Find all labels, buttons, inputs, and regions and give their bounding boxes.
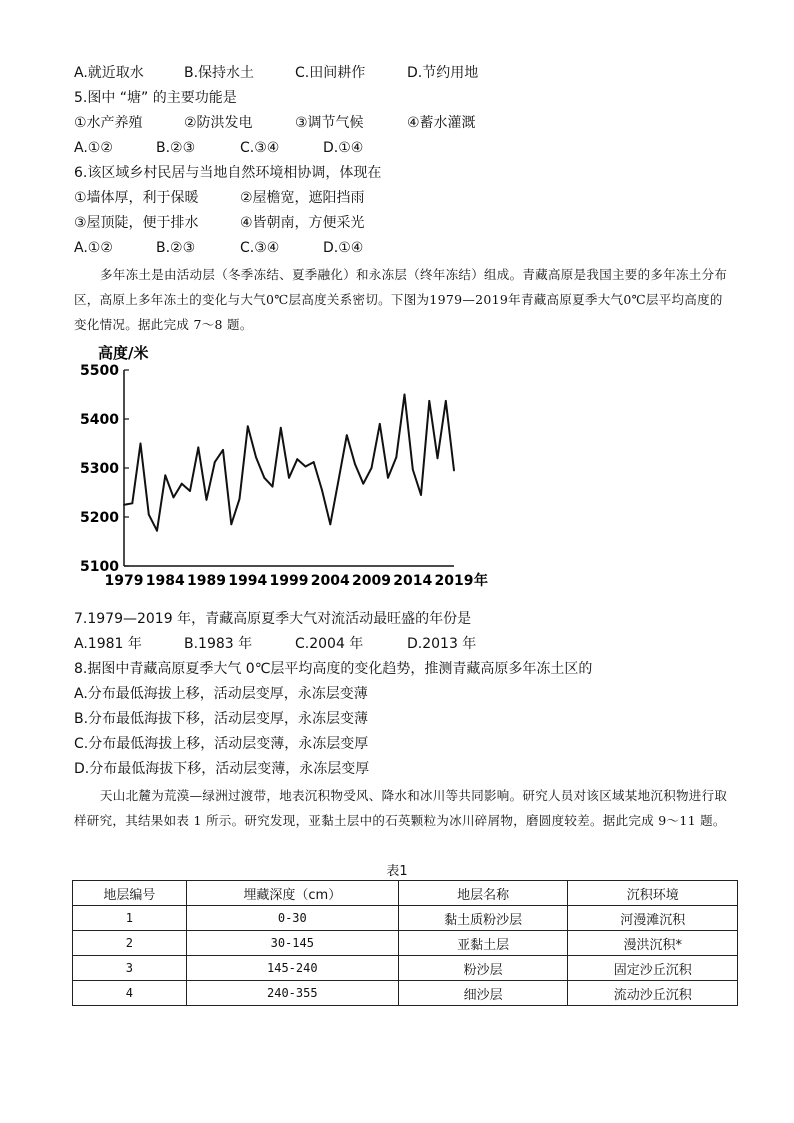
data-point — [305, 466, 307, 468]
q4-option-d: D.节约用地 — [407, 65, 479, 81]
table-caption: 表1 — [386, 864, 408, 879]
table-row — [73, 906, 738, 931]
data-point — [156, 530, 158, 532]
x-tick-label: 2014 — [393, 573, 433, 589]
q8-option-b: B.分布最低海拔下移，活动层变厚，永冻层变薄 — [74, 711, 369, 727]
q5-item-3: ③调节气候 — [295, 115, 364, 131]
data-point — [131, 502, 133, 504]
cell-layer-no: 4 — [73, 981, 187, 1006]
header-layer-name: 地层名称 — [398, 881, 568, 906]
q4-option-b: B.保持水土 — [184, 65, 255, 81]
q7-stem: 7.1979—2019 年，青藏高原夏季大气对流活动最旺盛的年份是 — [74, 611, 472, 627]
data-point — [445, 400, 447, 402]
q4-option-c: C.田间耕作 — [295, 65, 366, 81]
data-point — [453, 470, 455, 472]
q6-option-b: B.②③ — [156, 240, 196, 256]
data-point — [173, 497, 175, 499]
q8-option-a: A.分布最低海拔上移，活动层变厚，永冻层变薄 — [74, 686, 368, 702]
cell-layer-no: 1 — [73, 906, 187, 931]
x-tick-label: 2009 — [352, 573, 391, 589]
q5-item-1: ①水产养殖 — [74, 115, 143, 131]
passage-permafrost: 多年冻土是由活动层（冬季冻结、夏季融化）和永冻层（终年冻结）组成。青藏高原是我国主要的多年冻土分布区，高原上多年冻土的变化与大气0℃层高度关系密切。下图为1979—2019年青藏高原夏季大气0℃层平均高度的变化情况。据此完成 7～8 题。 — [74, 267, 728, 332]
q6-item-3: ③屋顶陡，便于排水 — [74, 215, 199, 231]
q6-item-2: ②屋檐宽，遮阳挡雨 — [240, 190, 365, 206]
zero-degree-height-chart — [80, 338, 500, 594]
y-axis-title: 高度/米 — [98, 344, 149, 362]
y-tick-label: 5100 — [80, 559, 119, 575]
q6-option-c: C.③④ — [240, 240, 280, 256]
data-point — [321, 489, 323, 491]
series-line — [124, 395, 454, 531]
q5-option-d: D.①④ — [323, 140, 364, 156]
q8-stem: 8.据图中青藏高原夏季大气 0℃层平均高度的变化趋势，推测青藏高原多年冻土区的 — [74, 661, 593, 677]
data-point — [288, 477, 290, 479]
table-row — [73, 956, 738, 981]
data-point — [206, 499, 208, 501]
q8-option-c: C.分布最低海拔上移，活动层变薄，永冻层变厚 — [74, 736, 369, 752]
q6-item-1: ①墙体厚，利于保暖 — [74, 190, 199, 206]
table-header-row — [73, 881, 738, 906]
data-point — [222, 449, 224, 451]
x-tick-label: 1999 — [269, 573, 309, 589]
header-environment: 沉积环境 — [568, 881, 738, 906]
data-point — [214, 461, 216, 463]
header-depth: 埋藏深度（cm） — [186, 881, 398, 906]
cell-layer-name: 亚黏土层 — [398, 931, 568, 956]
y-tick-label: 5300 — [80, 461, 119, 477]
y-tick-labels — [80, 363, 129, 575]
q4-option-a: A.就近取水 — [74, 65, 144, 81]
data-point — [148, 514, 150, 516]
cell-depth: 240-355 — [186, 981, 398, 1006]
data-point — [140, 443, 142, 445]
data-point — [371, 467, 373, 469]
x-axis-unit: 年 — [474, 573, 488, 589]
data-point — [420, 494, 422, 496]
cell-depth: 30-145 — [186, 931, 398, 956]
data-points — [123, 394, 455, 532]
data-point — [379, 423, 381, 425]
q6-item-4: ④皆朝南，方便采光 — [240, 215, 365, 231]
cell-depth: 0-30 — [186, 906, 398, 931]
data-point — [346, 434, 348, 436]
cell-layer-name: 黏土质粉沙层 — [398, 906, 568, 931]
x-tick-label: 1984 — [145, 573, 185, 589]
q7-option-b: B.1983 年 — [184, 636, 253, 652]
cell-layer-name: 细沙层 — [398, 981, 568, 1006]
x-tick-label: 1994 — [228, 573, 268, 589]
cell-layer-name: 粉沙层 — [398, 956, 568, 981]
q6-option-d: D.①④ — [323, 240, 364, 256]
data-point — [280, 427, 282, 429]
cell-environment: 漫洪沉积* — [568, 931, 738, 956]
data-point — [296, 458, 298, 460]
data-point — [313, 461, 315, 463]
data-point — [272, 486, 274, 488]
data-point — [354, 463, 356, 465]
q5-item-4: ④蓄水灌溉 — [407, 115, 476, 131]
q5-option-b: B.②③ — [156, 140, 196, 156]
cell-environment: 流动沙丘沉积 — [568, 981, 738, 1006]
q6-stem: 6.该区域乡村民居与当地自然环境相协调，体现在 — [74, 165, 382, 181]
cell-environment: 固定沙丘沉积 — [568, 956, 738, 981]
data-point — [255, 456, 257, 458]
cell-layer-no: 3 — [73, 956, 187, 981]
x-tick-labels — [105, 572, 488, 589]
q5-option-a: A.①② — [74, 140, 113, 156]
q7-option-c: C.2004 年 — [295, 636, 364, 652]
q5-option-c: C.③④ — [240, 140, 280, 156]
data-point — [428, 400, 430, 402]
x-tick-label: 2004 — [310, 573, 350, 589]
data-point — [263, 477, 265, 479]
data-point — [197, 447, 199, 449]
cell-environment: 河漫滩沉积 — [568, 906, 738, 931]
data-point — [123, 504, 125, 506]
passage-tianshan: 天山北麓为荒漠—绿洲过渡带，地表沉积物受风、降水和冰川等共同影响。研究人员对该区域某地沉积物进行取样研究，其结果如表 1 所示。研究发现，亚黏土层中的石英颗粒为冰川碎屑物，磨圆度较差。据此完成 9～11 题。 — [74, 788, 728, 828]
data-point — [338, 479, 340, 481]
y-tick-label: 5200 — [80, 510, 119, 526]
data-point — [404, 394, 406, 396]
y-tick-label: 5400 — [80, 412, 119, 428]
data-point — [329, 523, 331, 525]
data-point — [437, 457, 439, 459]
x-tick-label: 1989 — [187, 573, 226, 589]
q7-option-d: D.2013 年 — [407, 636, 477, 652]
data-point — [239, 498, 241, 500]
y-tick-label: 5500 — [80, 363, 119, 379]
table-row — [73, 981, 738, 1006]
data-point — [181, 483, 183, 485]
data-point — [362, 483, 364, 485]
data-point — [395, 456, 397, 458]
data-point — [230, 523, 232, 525]
data-point — [189, 490, 191, 492]
q8-option-d: D.分布最低海拔下移，活动层变薄，永冻层变厚 — [74, 761, 370, 777]
q5-stem: 5.图中 “塘” 的主要功能是 — [74, 90, 237, 106]
x-tick-label: 2019 — [434, 573, 474, 589]
table-row — [73, 931, 738, 956]
data-point — [412, 469, 414, 471]
q6-option-a: A.①② — [74, 240, 113, 256]
cell-depth: 145-240 — [186, 956, 398, 981]
data-point — [164, 474, 166, 476]
data-point — [247, 425, 249, 427]
sediment-table — [72, 880, 738, 1006]
header-layer-no: 地层编号 — [73, 881, 187, 906]
cell-layer-no: 2 — [73, 931, 187, 956]
q7-option-a: A.1981 年 — [74, 636, 142, 652]
q5-item-2: ②防洪发电 — [184, 115, 253, 131]
data-point — [387, 477, 389, 479]
x-tick-label: 1979 — [104, 573, 144, 589]
